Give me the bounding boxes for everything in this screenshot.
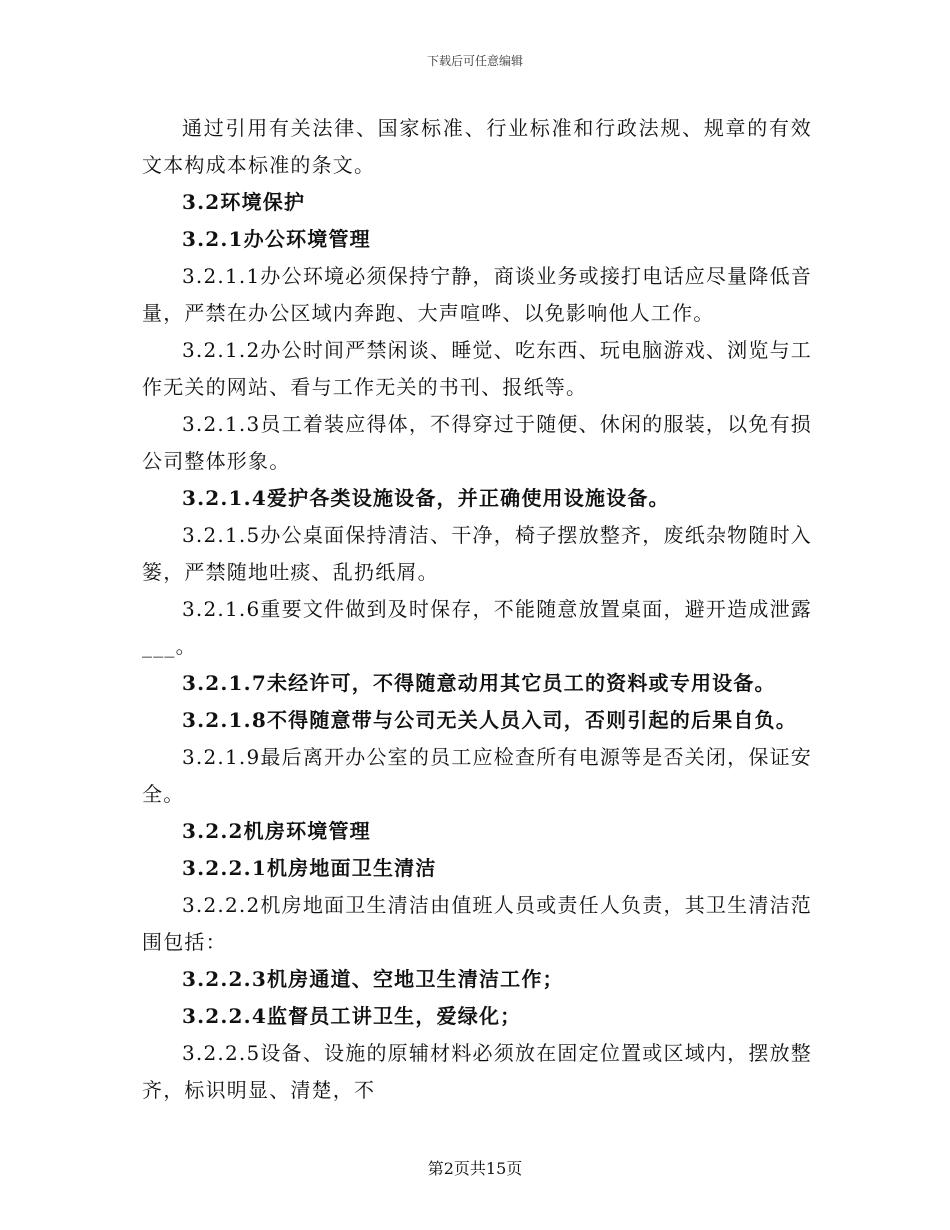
paragraph-3-2-2-1: 3.2.2.1机房地面卫生清洁 bbox=[182, 856, 437, 880]
header-note: 下载后可任意编辑 bbox=[426, 54, 523, 68]
paragraph-3-2-1-3: 3.2.1.3员工着装应得体，不得穿过于随便、休闲的服装，以免有损公司整体形象。 bbox=[142, 412, 812, 473]
paragraph-3-2-1-6: 3.2.1.6重要文件做到及时保存，不能随意放置桌面，避开造成泄露___。 bbox=[142, 597, 812, 658]
paragraph-3-2-1-7: 3.2.1.7未经许可，不得随意动用其它员工的资料或专用设备。 bbox=[182, 671, 776, 695]
paragraph-intro: 通过引用有关法律、国家标准、行业标准和行政法规、规章的有效文本构成本标准的条文。 bbox=[142, 116, 812, 177]
document-body bbox=[142, 110, 812, 1109]
paragraph-3-2-2-4: 3.2.2.4监督员工讲卫生，爱绿化； bbox=[182, 1004, 522, 1028]
paragraph-3-2-1-5: 3.2.1.5办公桌面保持清洁、干净，椅子摆放整齐，废纸杂物随时入篓，严禁随地吐痰、乱扔纸屑。 bbox=[142, 523, 812, 584]
paragraph-3-2-2-3: 3.2.2.3机房通道、空地卫生清洁工作； bbox=[182, 967, 564, 991]
paragraph-3-2-2-5: 3.2.2.5设备、设施的原辅材料必须放在固定位置或区域内，摆放整齐，标识明显、清楚，不 bbox=[142, 1041, 812, 1102]
paragraph-3-2-1-9: 3.2.1.9最后离开办公室的员工应检查所有电源等是否关闭，保证安全。 bbox=[142, 745, 812, 806]
page-number: 第2页共15页 bbox=[427, 1159, 523, 1178]
paragraph-3-2-1-8: 3.2.1.8不得随意带与公司无关人员入司，否则引起的后果自负。 bbox=[182, 708, 797, 732]
heading-machine-room-environment: 3.2.2机房环境管理 bbox=[182, 819, 371, 843]
heading-environment-protection: 3.2环境保护 bbox=[182, 190, 306, 214]
paragraph-3-2-1-2: 3.2.1.2办公时间严禁闲谈、睡觉、吃东西、玩电脑游戏、浏览与工作无关的网站、看与工作无关的书刊、报纸等。 bbox=[142, 338, 812, 399]
paragraph-3-2-1-4: 3.2.1.4爱护各类设施设备，并正确使用设施设备。 bbox=[182, 486, 670, 510]
paragraph-3-2-1-1: 3.2.1.1办公环境必须保持宁静，商谈业务或接打电话应尽量降低音量，严禁在办公区域内奔跑、大声喧哗、以免影响他人工作。 bbox=[142, 264, 812, 325]
paragraph-3-2-2-2: 3.2.2.2机房地面卫生清洁由值班人员或责任人负责，其卫生清洁范围包括： bbox=[142, 893, 812, 954]
heading-office-environment: 3.2.1办公环境管理 bbox=[182, 227, 371, 251]
